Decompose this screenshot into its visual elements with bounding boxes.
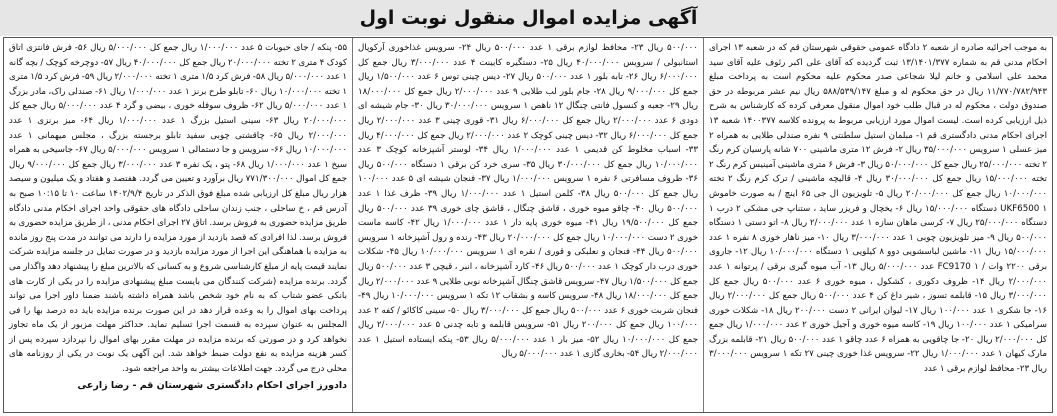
column-left [4,38,352,412]
column-right-text: به موجب اجرائیه صادره از شعبه ۲ دادگاه عمومی حقوقی شهرستان قم که در شعبه ۱۳ اجرای احکام مدنی قم به شماره ۱۳/۱۴۰۱/۳۷۷ ثبت گردیده که آقای علی اکبر رئوف علیه آقای سید محمد علی اسلامی و خانم لیلا شجاعی صدر محکوم علیه محکوم است به پرداخت مبلغ ۱۱/۷۷۰/۷۸۲/۹۴۳ ریال در حق محکوم له و مبلغ ۵۸۸/۵۳۹/۱۴۷ ریال نیم عشر مربوطه در حق صندوق دولت ، محکوم له در قبال طلب خود اموال منقول معرفی کرده که کارشناس به شرح ذیل ارزیابی کرده است. لیست اموال مورد ارزیابی مربوط به پرونده کلاسه ۱۴۰۰۳۷۷ شعبه ۱۳ اجرای احکام مدنی دادگستری قم ۱- مبلمان استیل سلطنتی ۹ نفره صندلی طلایی به همراه ۲ میز عسلی ۱ سرویس ۳۵/۰۰۰/۰۰۰ ریال ۲- فرش ۱۲ متری ماشینی ۷۰۰ شانه پارسیان کرم رنگ ۲ تخته ۲۵/۰۰۰/۰۰۰ ریال جمع کل ۵۰/۰۰۰/۰۰۰ ریال ۳- فرش ۶ متری ماشینی آمینیس کرم رنگ ۲ تخته ۱۵/۰۰۰/۰۰۰ ریال جمع کل ۳۰/۰۰۰/۰۰۰ ریال ۴- قالیچه ماشینی / ترک کرم رنگ ۲ تخته ۱۰/۰۰۰/۰۰۰ ریال جمع کل ۲۰/۰۰۰/۰۰۰ ریال ۵- تلویزیون ال جی ۶۵ اینچ / به صورت خاموش UKF6500 ۱ دستگاه ۱۵/۰۰۰/۰۰۰ ریال ۶- یخچال و فریزر ساید ، ستناپ جی مشکی ۲ درب ۱ دستگاه ۲۵/۰۰۰/۰۰۰ ریال ۷- کرسی ماهان سازه ۱ عدد ۲/۰۰۰/۰۰۰ ریال ۸- اتو دستی ۱ دستگاه ۵۰۰/۰۰۰ ریال ۹- میز تلویزیون چوبی ۱ عدد ۳/۰۰۰/۰۰۰ ریال ۱۰- میز ناهار خوری ۸ نفره ۱ عدد ۱۵/۰۰۰/۰۰۰ ریال ۱۱- ماشین لباسشویی دوو ۸ کیلویی ۱ دستگاه ۱۰/۰۰۰/۰۰۰ ریال ۱۲- جاروی برقی ۲۲۰۰ وات / FC9170 ۱ عدد ۵/۰۰۰/۰۰۰ ریال ۱۳- آب میوه گیری برقی / پرتوانه ۱ عدد ۲/۰۰۰/۰۰۰ ریال ۱۴- ظروف دکوری ، کشکول ، میوه خوری ۶ عدد ۵۰۰/۰۰۰ ریال جمع کل ۳/۰۰۰/۰۰۰ ریال ۱۵- قابلمه تسوز ، شیر داغ کن ۴ عدد ۵۰۰/۰۰۰ ریال جمع کل ۲/۰۰۰/۰۰۰ ریال ۱۶- جا شکری ۱ عدد ۱۰۰/۰۰۰ ریال ۱۷- لیوان ایرانی ۲ دست ۲۰۰/۰۰۰ ریال ۱۸- شکلات خوری سرامیکی ۱ عدد ۱۰۰/۰۰۰ ریال ۱۹- کاسه میوه خوری و آجیل خوری ۲ عدد ۱/۰۰۰/۰۰۰ ریال جمع کل ۲/۰۰۰/۰۰۰ ریال ۲۰- جا چاقویی به همراه ۶ عدد چاقو ۱ عدد ۵۰۰/۰۰۰ ریال ۲۱- قابلمه بزرگ مارک کیهان ۱ عدد ۱/۰۰۰/۰۰۰ ریال ۲۲- سرویس غذا خوری چینی ۲۷ تکه ۱ سرویس ۳/۰۰۰/۰۰۰ ریال ۲۳- محافظ لوازم برقی ۱ عدد [709,43,1048,375]
notice-title: آگهی مزایده اموال منقول نوبت اول [359,7,698,29]
notice-body-frame [3,37,1053,413]
column-middle [352,38,704,412]
notice-header [0,0,1057,36]
column-left-text: ۵۵- پنکه / جای حبوبات ۵ عدد ۱/۰۰۰/۰۰۰ ریال جمع کل ۵/۰۰۰/۰۰۰ ریال ۵۶- فرش فانتزی اتاق کودک ۴ متری ۲ تخته ۲۰/۰۰۰/۰۰۰ ریال جمع کل ۴۰/۰۰۰/۰۰۰ ریال ۵۷- دوچرخه کوچک / بچه گانه ۱ عدد ۵/۰۰۰/۰۰۰ ریال ۵۸- فرش کرد ۱/۵ متری ۱ تخته ۲/۰۰۰/۰۰۰ ریال ۵۹- فرش کرد ۱/۵ متری ۱ تخته ۱۰/۰۰۰/۰۰۰ ریال ۶۰- تابلو طرح برنز ۱ عدد ۱/۰۰۰/۰۰۰ ریال ۶۱- صندلی راک، مادر بزرگ ۱ عدد ۵/۰۰۰/۰۰۰ ریال ۶۲- ظروف سوفله خوری ، بیضی و گرد ۴ عدد ۵/۰۰۰/۰۰۰ ریال جمع کل ۲۰/۰۰۰/۰۰۰ ریال ۶۳- سینی استیل بزرگ ۱ عدد ۱/۰۰۰/۰۰۰ ریال ۶۴- میز برنزی ۱ عدد ۲/۰۰۰/۰۰۰ ریال ۶۵- چاقشتی چوبی سفید تابلو برجسته بزرگ ، مجلس میهمانی ۱ عدد ۱۰/۰۰۰/۰۰۰ ریال ۶۶- سرویس و جا دستمالی ۱ سرویس ۵/۰۰۰/۰۰۰ ریال ۶۷- جاسیخی به همراه سیخ ۱ عدد ۱/۰۰۰/۰۰۰ ریال ۶۸- پتو ، یک نفره ۳ عدد ۳/۰۰۰/۰۰۰ ریال جمع کل ۹/۰۰۰/۰۰۰ ریال جمع کل اموال ۷۷۱/۳۰۰/۰۰۰ ریال برآورد و تعیین می گردد. هفتصد و هفتاد و یک میلیون و سیصد هزار ریال مبلغ کل ارزیابی شده مبلغ فوق الذکر در تاریخ ۱۴۰۲/۹/۴ ساعت ۱۰ تا ۱۰:۱۵ صبح به آدرس قم ، خ ساحلی ، جنب زندان ساحلی دادگاه های حقوقی واحد اجرای احکام مدنی دادگاه طریق مزایده حضوری به فروش برسد. اتاق ۲۷ اجرای احکام مدنی ، از طریق مزایده حضوری به فروش برسد. لذا افرادی که قصد بازدید از مورد مزایده را دارند می توانند در مدت پنج روز مانده به مزایده با هماهنگی این اجرا از مورد مزایده بازدید و در صورت تمایل در جلسه مزایده شرکت نمایند قیمت پایه از مبلغ کارشناسی شروع و به کسانی که بالاترین مبلغ را پیشنهاد دهد واگذار می گردد. برنده مزایده (شرکت کنندگان می بایست مبلغ پیشنهادی مزایده را در یکی از کارت های بانکی عضو شتاب که به نام خود شخص باشد همراه داشته باشند ضمنا داور اجرا می تواند پرداخت بهای اموال را به وعده قرار دهد در این صورت برنده مزایده باید ده درصد بها را فی المجلس به عنوان سپرده به قسمت اجرا تسلیم نماید. حداکثر مهلت مزبور از یک ماه تجاوز نخواهد کرد و در صورتی که برنده مزایده در مهلت مقرر بهای اموال را نپردازد سپرده پس از کسر هزینه مزایده به نفع دولت ضبط خواهد شد. این آگهی یک نوبت در یکی از روزنامه های محلی درج می گردد. جهت اطلاعات بیشتر به واحد مراجعه شود. [9,43,348,375]
column-middle-text: ۵۰۰/۰۰۰ ریال ۲۳- محافظ لوازم برقی ۱ عدد ۵۰۰/۰۰۰ ریال ۲۴- سرویس غذاخوری آرکوپال استانبولی / سرویس ۴۰/۰۰۰/۰۰۰ ریال ۲۵- دستگیره کابینت ۴ عدد ۳/۰۰۰/۰۰۰ ریال جمع کل ۶/۰۰۰/۰۰۰ ریال ۲۶- تابه بلور ۱ عدد ۵۰۰/۰۰۰ ریال ۲۷- دیس چینی توس ۶ عدد ۱/۵۰۰/۰۰۰ ریال جمع کل ۹/۰۰۰/۰۰۰ ریال ۲۸- جام بلور لب طلایی ۹ عدد ۲/۰۰۰/۰۰۰ ریال جمع کل ۱۸/۰۰۰/۰۰۰ ریال ۲۹- جعبه و کنسول فانتی چنگال ۱۲ ناهص ۱ سرویس ۳۰/۰۰۰/۰۰۰ ریال ۳۰- جام شیشه ای دودی ۶ عدد ۲/۰۰۰/۰۰۰ ریال جمع کل ۶/۰۰۰/۰۰۰ ریال ۳۱- قوری چینی ۳ عدد ۲/۰۰۰/۰۰۰ ریال جمع کل ۶/۰۰۰/۰۰۰ ریال ۳۲- دیس چینی کوچک ۲ عدد ۲/۰۰۰/۰۰۰ ریال جمع کل ۴/۰۰۰/۰۰۰ ریال ۳۳- اسباب مخلوط کن قدیمی ۱ عدد ۱/۰۰۰/۰۰۰ ریال ۳۴- لوستر آشپزخانه کوچک ۳ عدد ۱۰/۰۰۰/۰۰۰ ریال جمع کل ۳۰/۰۰۰/۰۰۰ ریال ۳۵- سری خرد کن برقی ۱ دستگاه ۵۰۰/۰۰۰ ریال ۳۶- ظروف مسافرتی ۶ نفره ۱ سرویس ۱/۰۰۰/۰۰۰ ریال ۳۷- فنجان شیشه ای ۵ عدد ۱۰۰/۰۰۰ ریال جمع کل ۵۰۰/۰۰۰ ریال ۳۸- کلمن استیل ۱ عدد ۱/۰۰۰/۰۰۰ ریال ۳۹- ظرف غذا ۱ عدد ۵۰۰/۰۰۰ ریال ۴۰- چاقو میوه خوری ، قاشق چنگال ، قاشق چای خوری ۳۹ عدد ۵۰۰/۰۰۰ ریال جمع کل ۱۹/۵۰۰/۰۰۰ ریال ۴۱- میوه خوری پایه دار ۱ عدد ۱/۰۰۰/۰۰۰ ریال ۴۲- کاسه ماست خوری ۲ دست ۱۰/۰۰۰/۰۰۰ ریال جمع کل ۲۰/۰۰۰/۰۰۰ ریال ۴۳- رنده و رول آشپزخانه ۱ سرویس ۵۰۰/۰۰۰ ریال ۴۴- فنجان و نعلبکی و قوری / نقره ای ۱ سرویس ۱۰/۰۰۰/۰۰۰ ریال ۴۵- شکلات خوری درب دار کوچک ۱ عدد ۵۰۰/۰۰۰ ریال ۴۶- کارد آشپزخانه ، انبر ، قیچی ۳ عدد ۵۰۰/۰۰۰ ریال جمع کل ۱/۵۰۰/۰۰۰ ریال ۴۷- سرویس قاشق چنگال آشپزخانه نوبی طلایی ۹ عدد ۲/۰۰۰/۰۰۰ ریال جمع کل ۱۸/۰۰۰/۰۰۰ ریال ۴۸- سرویس کاسه و بشقاب ۱۲ تکه ۱ سرویس ۱۰/۰۰۰/۰۰۰ ریال ۴۹- فنجان شربت خوری ۶ عدد ۵۰۰/۰۰۰ ریال جمع کل ۳/۰۰۰/۰۰۰ ریال ۵۰- سینی کاکائو / کفه ۲ عدد ۱۰۰/۰۰۰ ریال جمع کل ۲۰۰/۰۰۰ ریال ۵۱- سرویس قابلمه و تابه چدنی ۵ عدد ۲/۰۰۰/۰۰۰ ریال جمع کل ۱۰/۰۰۰/۰۰۰ ریال ۵۲- میز بار ۱ عدد ۵/۰۰۰/۰۰۰ ریال ۵۳- پنکه ایستاده استیل ۱ عدد ۲/۰۰۰/۰۰۰ ریال ۵۴- بخاری گازی ۱ عدد ۵/۰۰۰/۰۰۰ ریال [358,43,699,360]
column-right [704,38,1052,412]
signature: دادورز اجرای احکام دادگستری شهرستان قم - رضا زارعی [77,379,347,391]
